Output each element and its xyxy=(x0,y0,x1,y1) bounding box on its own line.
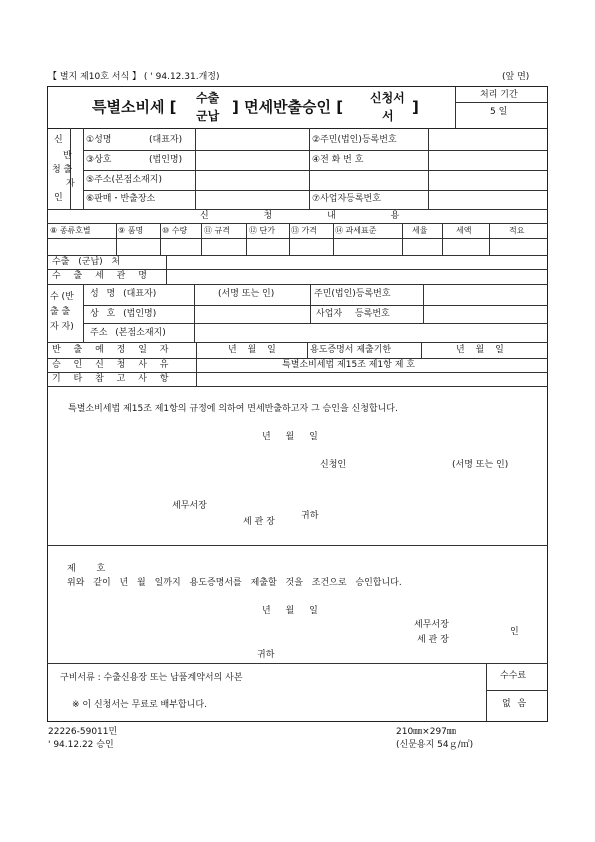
title-opt-application: 신청서 xyxy=(370,91,405,105)
approval-number: 제 호 xyxy=(67,564,106,574)
col-item: ⑨ 품명 xyxy=(118,226,144,235)
sales-place-label: ⑥판매・반출장소 xyxy=(86,194,156,204)
exporter-sign-label: (서명 또는 인) xyxy=(218,289,275,299)
col-unit-price: ⑫ 단가 xyxy=(249,226,275,235)
statement-applicant: 신청인 xyxy=(320,460,347,470)
exporter-id-label: 주민(법인)등록번호 xyxy=(314,289,391,299)
form-id: 【 별지 제10호 서식 】 ( ' 94.12.31.개정) xyxy=(48,72,220,82)
required-documents: 구비서류 : 수출신용장 또는 납품계약서의 사본 xyxy=(60,673,243,683)
exporter-bizreg-label: 사업자 등록번호 xyxy=(316,309,390,319)
paper-size: 210㎜×297㎜ xyxy=(396,727,456,737)
approval-date: 년 월 일 xyxy=(262,606,318,616)
exporter-trade-label: 상 호 (법인명) xyxy=(90,309,157,319)
col-spec: ⑪ 규격 xyxy=(204,226,230,235)
col-quantity: ⑩ 수량 xyxy=(162,226,188,235)
approval-seal: 인 xyxy=(510,627,519,637)
exporter-side-3: 자 자) xyxy=(50,322,74,332)
applicant-side-1: 신 xyxy=(54,135,63,145)
statement-text: 특별소비세법 제15조 제1항의 규정에 의하여 면세반출하고자 그 승인을 신청합니다. xyxy=(68,404,398,414)
title-opt-form: 서 xyxy=(382,109,394,123)
approval-text: 위와 같이 년 월 일까지 용도증명서를 제출할 것을 조건으로 승인합니다. xyxy=(67,578,402,588)
statement-honorific: 귀하 xyxy=(301,511,319,521)
statement-to-tax: 세무서장 xyxy=(172,501,207,511)
deadline-label: 용도증명서 제출기한 xyxy=(310,345,392,355)
statement-sign: (서명 또는 인) xyxy=(452,460,509,470)
page-side: (앞 면) xyxy=(502,72,530,82)
approval-honorific: 귀하 xyxy=(257,650,275,660)
title-opt-military: 군납 xyxy=(196,109,220,123)
customs-label: 수 출 세 관 명 xyxy=(52,271,150,281)
col-tax-amount: 세액 xyxy=(456,226,472,235)
col-tax-base: ⑭ 과세표준 xyxy=(335,226,377,235)
col-kind: ⑧ 종류호별 xyxy=(50,226,91,235)
approval-customs-office: 세 관 장 xyxy=(417,635,449,645)
title-middle: ] 면세반출승인 [ xyxy=(232,98,344,116)
name-rep-label: (대표자) xyxy=(149,135,183,145)
applicant-side-2: 반 xyxy=(63,151,72,161)
col-price: ⑬ 가격 xyxy=(291,226,317,235)
processing-period-value: 5 일 xyxy=(490,107,508,117)
free-distribution-note: ※ 이 신청서는 무료로 배부합니다. xyxy=(72,700,207,710)
exporter-name-label: 성 명 (대표자) xyxy=(90,289,157,299)
name-label: ①성명 xyxy=(86,135,112,145)
reason-value: 특별소비세법 제15조 제1항 제 호 xyxy=(282,360,415,370)
col-tax-rate: 세율 xyxy=(412,226,428,235)
exporter-address-label: 주소 (본점소재지) xyxy=(90,328,166,338)
address-label: ⑤주소(본점소재지) xyxy=(86,175,162,185)
deadline-fmt: 년 월 일 xyxy=(456,345,504,355)
fee-label: 수수료 xyxy=(500,671,527,681)
destination-label: 수출 (군납) 처 xyxy=(52,257,121,267)
statement-to-customs: 세 관 장 xyxy=(243,517,275,527)
statement-date: 년 월 일 xyxy=(262,432,318,442)
title-suffix: ] xyxy=(412,98,419,116)
phone-label: ④전 화 번 호 xyxy=(312,155,364,165)
title-prefix: 특별소비세 [ xyxy=(92,98,177,116)
fee-value: 없 음 xyxy=(502,699,527,709)
reason-label: 승 인 신 청 사 유 xyxy=(52,360,171,370)
paper-type: (신문용지 54ｇ/㎡) xyxy=(396,740,474,750)
title-opt-export: 수출 xyxy=(196,91,220,105)
id-number-label: ②주민(법인)등록번호 xyxy=(312,135,397,145)
trade-name-label: ③상호 xyxy=(86,155,112,165)
processing-period-label: 처리 기간 xyxy=(480,90,518,100)
exporter-side-1: 수 (반 xyxy=(50,292,74,302)
other-notes-label: 기 타 참 고 사 항 xyxy=(52,374,171,384)
col-remarks: 적요 xyxy=(509,226,525,235)
applicant-side-4: 자 xyxy=(66,179,75,189)
applicant-side-3: 청 출 xyxy=(52,165,73,175)
planned-date-label: 반 출 예 정 일 자 xyxy=(52,345,171,355)
applicant-side-5: 인 xyxy=(54,193,63,203)
form-code: 22226-59011민 xyxy=(48,727,118,737)
corp-name-label: (법인명) xyxy=(149,155,183,165)
biz-reg-label: ⑦사업자등록번호 xyxy=(312,194,381,204)
approval-tax-office: 세무서장 xyxy=(414,620,449,630)
exporter-side-2: 출 출 xyxy=(50,307,71,317)
application-section-label: 신 청 내 용 xyxy=(200,211,406,221)
approval-stamp-date: ' 94.12.22 승인 xyxy=(48,740,114,750)
planned-date-fmt: 년 월 일 xyxy=(228,345,276,355)
